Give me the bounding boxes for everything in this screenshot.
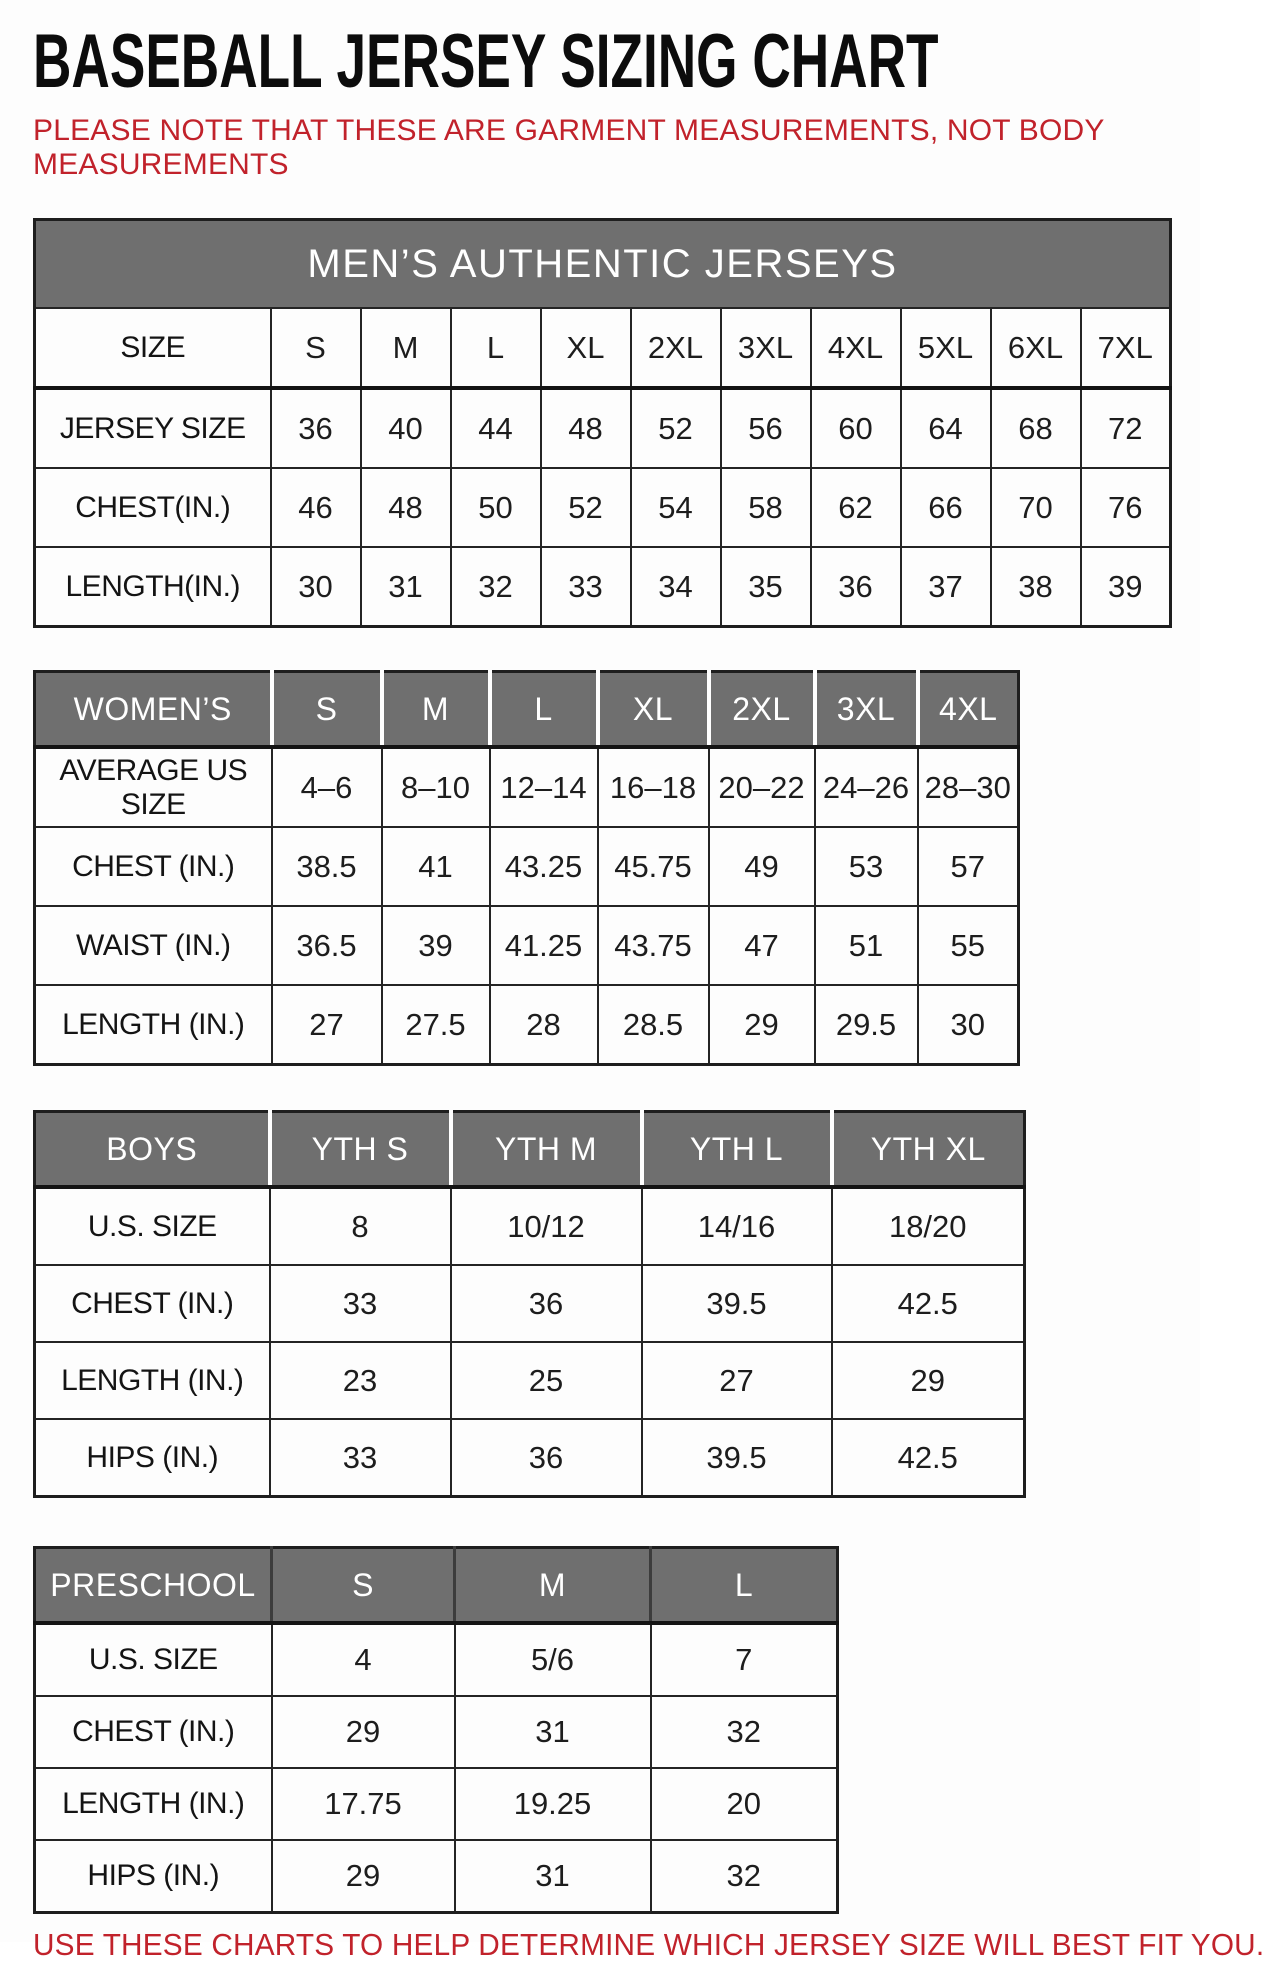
boys-sizing-value-cell: 42.5 [832, 1419, 1025, 1497]
boys-sizing-value-cell: 23 [270, 1342, 451, 1419]
womens-sizing-table [33, 670, 1020, 1066]
boys-sizing-header-cell: YTH S [270, 1112, 451, 1188]
mens-authentic-jerseys-value-cell: 2XL [631, 308, 721, 388]
preschool-sizing-value-cell: 31 [455, 1696, 651, 1768]
womens-sizing-value-cell: 30 [918, 985, 1019, 1065]
boys-sizing-value-cell: 39.5 [642, 1419, 832, 1497]
womens-sizing-value-cell: 41 [382, 827, 490, 906]
womens-sizing-value-cell: 57 [918, 827, 1019, 906]
womens-sizing-value-cell: 29.5 [815, 985, 918, 1065]
preschool-sizing-row [35, 1768, 838, 1840]
womens-sizing-value-cell: 28.5 [598, 985, 709, 1065]
preschool-sizing-value-cell: 29 [272, 1840, 455, 1913]
preschool-sizing-header-cell: S [272, 1548, 455, 1624]
mens-authentic-jerseys-value-cell: XL [541, 308, 631, 388]
boys-sizing-value-cell: 25 [451, 1342, 642, 1419]
boys-sizing-value-cell: 18/20 [832, 1187, 1025, 1265]
boys-sizing-value-cell: 29 [832, 1342, 1025, 1419]
mens-authentic-jerseys-value-cell: 68 [991, 388, 1081, 468]
boys-sizing-row [35, 1419, 1025, 1497]
boys-sizing-row-label: CHEST (IN.) [35, 1265, 270, 1342]
boys-sizing-value-cell: 10/12 [451, 1187, 642, 1265]
mens-authentic-jerseys-value-cell: 5XL [901, 308, 991, 388]
womens-sizing-row [35, 906, 1019, 985]
preschool-sizing-value-cell: 7 [651, 1623, 838, 1696]
mens-authentic-jerseys-row [35, 547, 1171, 627]
mens-authentic-jerseys-value-cell: 50 [451, 468, 541, 547]
mens-authentic-jerseys-value-cell: 30 [271, 547, 361, 627]
womens-sizing-header-cell: 3XL [815, 672, 918, 748]
preschool-sizing-row-label: HIPS (IN.) [35, 1840, 272, 1913]
mens-authentic-jerseys-value-cell: 36 [271, 388, 361, 468]
note-line-2: MEASUREMENTS [33, 148, 289, 182]
preschool-sizing-value-cell: 32 [651, 1840, 838, 1913]
preschool-sizing-row-label: U.S. SIZE [35, 1623, 272, 1696]
boys-sizing-value-cell: 36 [451, 1265, 642, 1342]
mens-authentic-jerseys-value-cell: 72 [1081, 388, 1171, 468]
page-title: BASEBALL JERSEY SIZING CHART [33, 19, 939, 104]
mens-authentic-jerseys-value-cell: 35 [721, 547, 811, 627]
womens-sizing-row-label: AVERAGE US SIZE [35, 747, 272, 827]
womens-sizing-row-label: CHEST (IN.) [35, 827, 272, 906]
womens-sizing-value-cell: 24–26 [815, 747, 918, 827]
mens-authentic-jerseys-value-cell: 39 [1081, 547, 1171, 627]
mens-authentic-jerseys-value-cell: 52 [541, 468, 631, 547]
footer-note: USE THESE CHARTS TO HELP DETERMINE WHICH JERSEY SIZE WILL BEST FIT YOU. [33, 1927, 1264, 1963]
womens-sizing-value-cell: 49 [709, 827, 815, 906]
mens-authentic-jerseys-row-label: CHEST(IN.) [35, 468, 271, 547]
boys-sizing-value-cell: 42.5 [832, 1265, 1025, 1342]
mens-authentic-jerseys-value-cell: 46 [271, 468, 361, 547]
mens-authentic-jerseys-value-cell: 33 [541, 547, 631, 627]
boys-sizing-header-row [35, 1112, 1025, 1188]
womens-sizing-value-cell: 16–18 [598, 747, 709, 827]
mens-authentic-jerseys-value-cell: 48 [541, 388, 631, 468]
boys-sizing-value-cell: 33 [270, 1419, 451, 1497]
womens-sizing-value-cell: 53 [815, 827, 918, 906]
womens-sizing-header-label: WOMEN’S [35, 672, 272, 748]
mens-authentic-jerseys-value-cell: 64 [901, 388, 991, 468]
preschool-sizing-value-cell: 29 [272, 1696, 455, 1768]
preschool-sizing-row-label: CHEST (IN.) [35, 1696, 272, 1768]
boys-sizing-value-cell: 27 [642, 1342, 832, 1419]
mens-authentic-jerseys-value-cell: 54 [631, 468, 721, 547]
womens-sizing-value-cell: 55 [918, 906, 1019, 985]
preschool-sizing-value-cell: 17.75 [272, 1768, 455, 1840]
boys-sizing-header-cell: YTH XL [832, 1112, 1025, 1188]
preschool-sizing-header-cell: L [651, 1548, 838, 1624]
womens-sizing-value-cell: 45.75 [598, 827, 709, 906]
womens-sizing-value-cell: 20–22 [709, 747, 815, 827]
womens-sizing-value-cell: 43.75 [598, 906, 709, 985]
mens-authentic-jerseys-value-cell: 44 [451, 388, 541, 468]
mens-authentic-jerseys-value-cell: 32 [451, 547, 541, 627]
boys-sizing-header-label: BOYS [35, 1112, 270, 1188]
womens-sizing-header-cell: L [490, 672, 598, 748]
womens-sizing-value-cell: 41.25 [490, 906, 598, 985]
preschool-sizing-table [33, 1546, 839, 1914]
boys-sizing-row [35, 1187, 1025, 1265]
preschool-sizing-value-cell: 20 [651, 1768, 838, 1840]
mens-authentic-jerseys-value-cell: 6XL [991, 308, 1081, 388]
boys-sizing-header-cell: YTH L [642, 1112, 832, 1188]
womens-sizing-value-cell: 28–30 [918, 747, 1019, 827]
mens-authentic-jerseys-value-cell: 38 [991, 547, 1081, 627]
garment-measurement-note [33, 114, 1200, 182]
womens-sizing-value-cell: 27.5 [382, 985, 490, 1065]
mens-authentic-jerseys-value-cell: M [361, 308, 451, 388]
womens-sizing-value-cell: 12–14 [490, 747, 598, 827]
preschool-sizing-row [35, 1696, 838, 1768]
mens-authentic-jerseys-value-cell: 70 [991, 468, 1081, 547]
preschool-sizing-value-cell: 19.25 [455, 1768, 651, 1840]
womens-sizing-value-cell: 27 [272, 985, 382, 1065]
preschool-sizing-header-label: PRESCHOOL [35, 1548, 272, 1624]
mens-authentic-jerseys-value-cell: 58 [721, 468, 811, 547]
mens-authentic-jerseys-value-cell: 52 [631, 388, 721, 468]
boys-sizing-row-label: HIPS (IN.) [35, 1419, 270, 1497]
boys-sizing-value-cell: 39.5 [642, 1265, 832, 1342]
preschool-sizing-row [35, 1840, 838, 1913]
preschool-sizing-value-cell: 4 [272, 1623, 455, 1696]
boys-sizing-value-cell: 36 [451, 1419, 642, 1497]
mens-authentic-jerseys-value-cell: 3XL [721, 308, 811, 388]
womens-sizing-row-label: WAIST (IN.) [35, 906, 272, 985]
boys-sizing-value-cell: 33 [270, 1265, 451, 1342]
mens-authentic-jerseys-value-cell: 4XL [811, 308, 901, 388]
mens-authentic-jerseys-value-cell: L [451, 308, 541, 388]
mens-authentic-jerseys-value-cell: 7XL [1081, 308, 1171, 388]
womens-sizing-header-cell: 4XL [918, 672, 1019, 748]
mens-authentic-jerseys-value-cell: 31 [361, 547, 451, 627]
womens-sizing-row [35, 827, 1019, 906]
mens-authentic-jerseys-value-cell: 34 [631, 547, 721, 627]
womens-sizing-header-cell: M [382, 672, 490, 748]
womens-sizing-value-cell: 51 [815, 906, 918, 985]
mens-authentic-jerseys-row-label: SIZE [35, 308, 271, 388]
mens-authentic-jerseys-row-label: LENGTH(IN.) [35, 547, 271, 627]
preschool-sizing-header-cell: M [455, 1548, 651, 1624]
preschool-sizing-value-cell: 32 [651, 1696, 838, 1768]
preschool-sizing-row [35, 1623, 838, 1696]
mens-authentic-jerseys-row-label: JERSEY SIZE [35, 388, 271, 468]
mens-authentic-jerseys-value-cell: 66 [901, 468, 991, 547]
womens-sizing-value-cell: 4–6 [272, 747, 382, 827]
womens-sizing-row [35, 985, 1019, 1065]
preschool-sizing-value-cell: 5/6 [455, 1623, 651, 1696]
mens-authentic-jerseys-table [33, 218, 1172, 628]
mens-authentic-jerseys-value-cell: 56 [721, 388, 811, 468]
mens-authentic-jerseys-row [35, 388, 1171, 468]
mens-authentic-jerseys-value-cell: 40 [361, 388, 451, 468]
mens-authentic-jerseys-value-cell: S [271, 308, 361, 388]
boys-sizing-row [35, 1265, 1025, 1342]
mens-authentic-jerseys-banner: MEN’S AUTHENTIC JERSEYS [35, 220, 1171, 309]
mens-authentic-jerseys-value-cell: 37 [901, 547, 991, 627]
womens-sizing-value-cell: 38.5 [272, 827, 382, 906]
mens-authentic-jerseys-row [35, 308, 1171, 388]
womens-sizing-value-cell: 29 [709, 985, 815, 1065]
mens-authentic-jerseys-value-cell: 60 [811, 388, 901, 468]
boys-sizing-row-label: LENGTH (IN.) [35, 1342, 270, 1419]
mens-authentic-jerseys-row [35, 468, 1171, 547]
womens-sizing-row [35, 747, 1019, 827]
boys-sizing-row-label: U.S. SIZE [35, 1187, 270, 1265]
womens-sizing-header-cell: XL [598, 672, 709, 748]
preschool-sizing-header-row [35, 1548, 838, 1624]
boys-sizing-table [33, 1110, 1026, 1498]
boys-sizing-value-cell: 8 [270, 1187, 451, 1265]
womens-sizing-value-cell: 47 [709, 906, 815, 985]
mens-authentic-jerseys-value-cell: 76 [1081, 468, 1171, 547]
womens-sizing-value-cell: 8–10 [382, 747, 490, 827]
mens-authentic-jerseys-value-cell: 48 [361, 468, 451, 547]
mens-authentic-jerseys-banner-row [35, 220, 1171, 309]
mens-authentic-jerseys-value-cell: 36 [811, 547, 901, 627]
womens-sizing-row-label: LENGTH (IN.) [35, 985, 272, 1065]
mens-authentic-jerseys-value-cell: 62 [811, 468, 901, 547]
boys-sizing-row [35, 1342, 1025, 1419]
womens-sizing-header-row [35, 672, 1019, 748]
womens-sizing-header-cell: S [272, 672, 382, 748]
womens-sizing-value-cell: 28 [490, 985, 598, 1065]
preschool-sizing-row-label: LENGTH (IN.) [35, 1768, 272, 1840]
womens-sizing-value-cell: 39 [382, 906, 490, 985]
boys-sizing-value-cell: 14/16 [642, 1187, 832, 1265]
boys-sizing-header-cell: YTH M [451, 1112, 642, 1188]
womens-sizing-header-cell: 2XL [709, 672, 815, 748]
womens-sizing-value-cell: 43.25 [490, 827, 598, 906]
womens-sizing-value-cell: 36.5 [272, 906, 382, 985]
note-line-1: PLEASE NOTE THAT THESE ARE GARMENT MEASUREMENTS, NOT BODY [33, 114, 1105, 147]
preschool-sizing-value-cell: 31 [455, 1840, 651, 1913]
